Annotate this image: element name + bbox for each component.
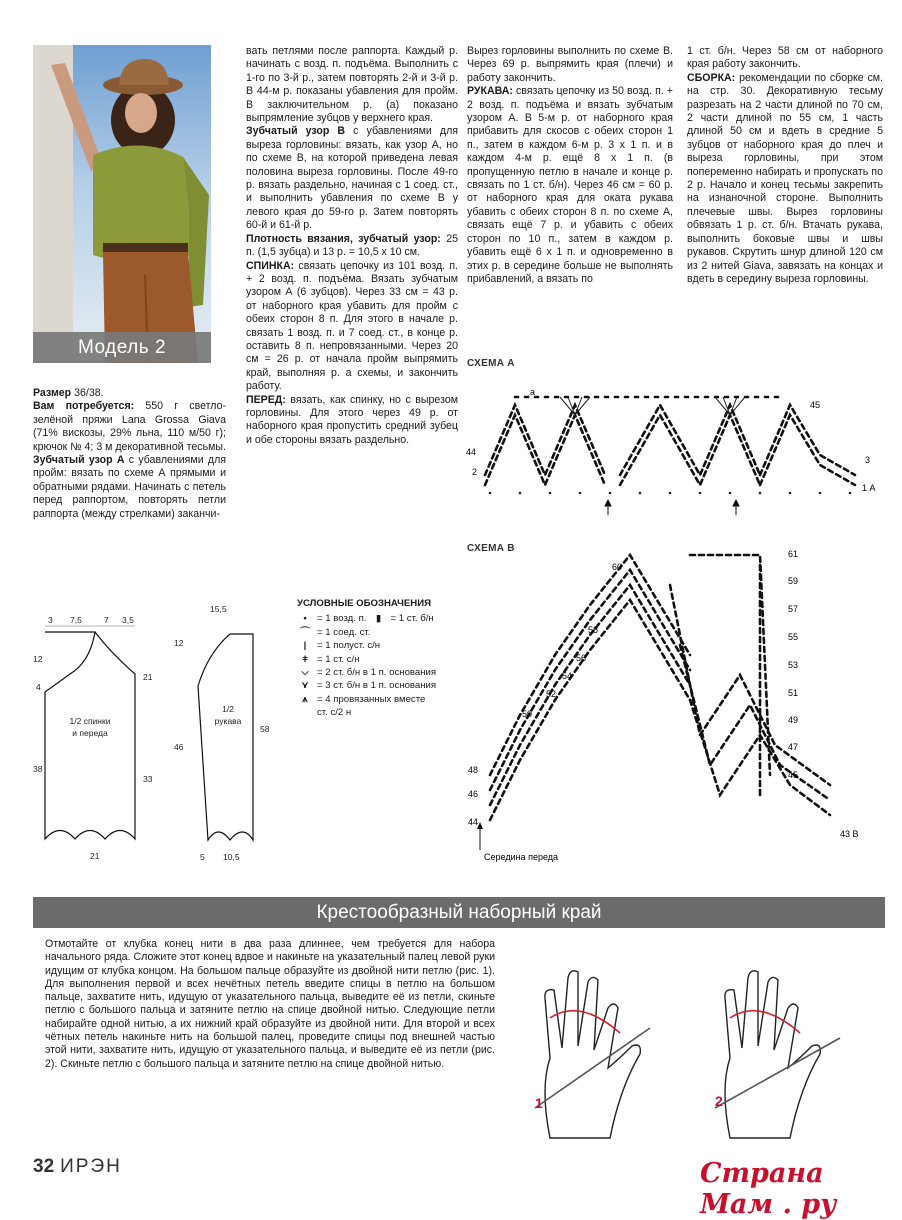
dim-label: 46 [174, 742, 184, 752]
model-label: Модель 2 [33, 332, 211, 363]
dim-label: 38 [33, 764, 43, 774]
column-3 [467, 45, 673, 286]
schema-a-label-45: 45 [810, 400, 821, 410]
slip-stitch-icon: ⌒ [300, 626, 310, 638]
row-label: 44 [468, 817, 479, 827]
neckline-text: Вырез горловины выполнить по схеме В. Через 69 р. выпрямить края (плечи) и работу закончить. [467, 45, 673, 84]
figure-1-label: 1 [535, 1095, 543, 1111]
page-footer [33, 1156, 122, 1178]
dim-label: 7 [104, 615, 109, 625]
magazine-name: ИРЭН [60, 1156, 122, 1177]
schema-a-label-44: 44 [466, 447, 477, 457]
row-label: 51 [788, 688, 799, 698]
legend-item-label: = 1 соед. ст. [317, 626, 371, 638]
materials-label: Вам потребуется: [33, 400, 135, 413]
row-label: 61 [788, 549, 799, 559]
row-label: 48 [468, 765, 479, 775]
legend-item [297, 639, 467, 652]
legend-item [297, 679, 467, 692]
pattern-b-value: с убавлениями для выреза горловины: вязать, как узор А, но по схеме В, на которой приведена левая половина выреза горловины. После 49-го р. вязать раздельно, начиная с 1 соед. ст., и выполнить убавления по схеме В у левого края до 59-го р. Затем повторять 60-й и 61-й р. [246, 125, 458, 232]
four-tog-icon: ⩚ [302, 693, 308, 705]
legend-item-label: = 1 полуст. с/н [317, 640, 381, 652]
size-value: 36/38. [71, 387, 104, 399]
schema-a-label-2: 2 [472, 467, 478, 477]
legend-item-label: = 2 ст. б/н в 1 п. основания [317, 667, 437, 679]
model-illustration [33, 45, 211, 363]
pattern-sleeve [168, 598, 283, 868]
row-label: 60 [612, 562, 623, 572]
chain-stitch-icon: • [303, 613, 307, 625]
back-value: связать цепочку из 101 возд. п. + 2 возд. п. подъёма. Вязать зубчатым узором А (6 зубцов). Через 33 см = 43 р. от наборного края убавить для пройм с обеих сторон 8 п. Для этого в начале р. связать 1 возд. п. и 7 соед. ст., в конце р. оставить 8 п. непровязанными. Через 20 см = 26 р. от начала пройм выпрямить край, выполняя р. а схемы, и закончить работу. [246, 259, 458, 393]
site-watermark: Страна Мам . ру [700, 1158, 837, 1220]
column-4 [687, 45, 883, 286]
dim-label: 33 [143, 774, 153, 784]
size-label: Размер [33, 387, 72, 399]
schema-b-label-43b: 43 В [840, 829, 859, 839]
pattern-sleeve-caption-2: рукава [214, 716, 242, 726]
legend [297, 597, 467, 720]
half-double-icon: | [303, 640, 307, 652]
dim-label: 21 [143, 672, 153, 682]
three-sc-increase-icon: ⋎ [301, 680, 309, 692]
section-banner: Крестообразный наборный край [33, 897, 885, 928]
schema-b-row-numbers [468, 549, 859, 862]
dim-label: 12 [174, 638, 184, 648]
schema-b-title: СХЕМА В [467, 543, 515, 554]
density-value: 25 п. (1,5 зубца) и 13 р. = 10,5 х 10 см. [246, 232, 459, 259]
schema-a-stitches [485, 397, 855, 485]
two-sc-increase-icon: ⌵ [301, 667, 309, 679]
row-label: 55 [788, 632, 799, 642]
dim-label: 12 [33, 654, 43, 664]
legend-item-label: = 4 провязанных вместе [317, 693, 426, 705]
pattern-a-value: с убавлениями для пройм: вязать по схеме А прямыми и обратными рядами. Начинать с петель перед раппортом, повторять петли раппорта (между стрелками) заканчи- [33, 454, 226, 520]
legend-item [297, 666, 467, 679]
schema-a-label-1a: 1 А [862, 483, 876, 493]
assembly-label: СБОРКА: [687, 71, 736, 84]
row-label: 50 [522, 709, 533, 719]
schema-a-chart [460, 375, 880, 520]
sleeves-value: связать цепочку из 50 возд. п. + 2 возд. п. подъёма и вязать зубчатым узором А. В 5-м р. от наборного края прибавить для скосов с обеих сторон 1 п., затем в каждом 6-м р. 3 х 1 п. и в каждом 4-м р. ещё 8 х 1 п. (в пропущенную петлю в начале и конце р. связать по 1 ст. б/н). Через 46 см = 60 р. от наборного края для оката рукава убавить с обеих сторон 8 п. по схеме А, связать ещё 7 р. и убавить с обеих сторон по 10 п., затем в каждом р. убавить ещё 6 х 1 п. и одновременно в этих р. в середине больше не выполнять прибавлений, а вязать по [467, 85, 673, 285]
legend-item [297, 693, 467, 706]
pattern-back-front [30, 612, 175, 867]
dim-label: 4 [36, 682, 41, 692]
schema-a-fans [560, 397, 745, 415]
column-2 [246, 45, 458, 447]
dim-label: 58 [260, 724, 270, 734]
legend-item [297, 706, 467, 719]
row-label: 46 [468, 789, 479, 799]
dim-label: 10,5 [223, 852, 240, 862]
row-label: 59 [788, 576, 799, 586]
pattern-back-caption-2: и переда [72, 728, 108, 738]
dim-label: 3 [48, 615, 53, 625]
model-photo [33, 45, 211, 363]
pattern-sleeve-caption: 1/2 [222, 704, 234, 714]
pattern-a-label: Зубчатый узор А [33, 454, 125, 467]
legend-title: УСЛОВНЫЕ ОБОЗНАЧЕНИЯ [297, 598, 431, 609]
schema-a-chain-dots [489, 492, 852, 495]
schema-a-title: СХЕМА А [467, 358, 515, 369]
hand-1-icon [545, 971, 640, 1138]
figure-2-label: 2 [715, 1093, 723, 1109]
row-label: 53 [788, 660, 799, 670]
schema-a-label-a: а [530, 387, 536, 397]
cast-on-instructions: Отмотайте от клубка конец нити в два раза длиннее, чем требуется для набора начального ряда. Сложите этот конец вдвое и накиньте на указательный палец левой руки идущим от клубка концом. На большом пальце образуйте из двойной нити петлю (рис. 1). Для выполнения первой и всех нечётных петель введите спицы в петлю на большом пальце, захватите нить, идущую от указательного пальца, выведите её из петли, скиньте петлю с большого пальца и затяните петлю на спице двойной нитью. Следующие петли набирайте одной нитью, а их нижний край образуйте из двойной нити. Для второй и всех чётных петель накиньте нить на большой палец, проведите спицы под внешней частью этой нити, захватите нить, идущую от указательного пальца, и выведите её из петли (рис. 2). Скиньте петлю с большого пальца и затяните петлю на спице двойной нитью. [45, 938, 495, 1070]
page-number: 32 [33, 1156, 55, 1177]
density-label: Плотность вязания, зубчатый узор: [246, 232, 441, 245]
back-label: СПИНКА: [246, 259, 295, 272]
double-crochet-icon: ǂ [302, 653, 308, 665]
front-label: ПЕРЕД: [246, 393, 286, 406]
column-1 [33, 387, 226, 521]
pattern-sleeve-outline [198, 634, 253, 840]
single-crochet-icon: ▮ [375, 613, 382, 625]
legend-item-label: = 1 возд. п. [317, 613, 367, 625]
legend-item [297, 612, 467, 625]
pattern-b-label: Зубчатый узор В [246, 125, 346, 138]
hand-2-icon [725, 971, 820, 1138]
legend-item [297, 653, 467, 666]
row-label: 45 [788, 770, 799, 780]
center-front-label: Середина переда [484, 852, 559, 862]
dim-label: 21 [90, 851, 100, 861]
schema-b-stitches [490, 555, 830, 820]
row-label: 56 [576, 653, 587, 663]
dim-label: 5 [200, 852, 205, 862]
materials-value: 550 г светло-зелёной пряжи Lana Grossa Giava (71% вискозы, 29% льна, 110 м/50 г); крючок № 4; 3 м декоративной тесьмы. [33, 400, 226, 453]
row-label: 47 [788, 742, 799, 752]
schema-b-chart [460, 545, 880, 870]
assembly-value: рекомендации по сборке см. на стр. 30. Декоративную тесьму разрезать на 2 части длиной по 70 см, 2 части длиной по 55 см, 1 часть длиной 50 см и вдеть в средние 5 зубцов от наборного края до плеч и выреза горловины, при этом попеременно набирать и пропускать по 2 р. Начало и конец тесьмы закрепить на изнаночной стороне. Выполнить плечевые швы. Вырез горловины обвязать 1 р. ст. б/н. Втачать рукава, выполнить боковые швы и швы рукавов. Скрутить шнур длиной 120 см из 2 нитей Giava, завязать на концах и вдеть в середину выреза горловины. [687, 71, 883, 285]
hand-illustrations [510, 938, 880, 1148]
pattern-back-caption: 1/2 спинки [69, 716, 111, 726]
pattern-a-continued: вать петлями после раппорта. Каждый р. начинать с возд. п. подъёма. Выполнить с 1-го по 3-й р., затем повторять 2-й и 3-й р. В 44-м р. показаны убавления для пройм. В заключительном р. (а) показано выпрямление зубцов у верхнего края. [246, 45, 458, 125]
row-label: 54 [562, 671, 573, 681]
front-value: вязать, как спинку, но с вырезом горловины. Для этого через 49 р. от наборного края пропустить средний зубец и обе стороны вязать раздельно. [246, 393, 458, 446]
schema-a-label-3: 3 [865, 455, 871, 465]
legend-item-label: = 1 ст. с/н [317, 653, 360, 665]
legend-item-label: ст. с/2 н [317, 707, 352, 719]
schema-a-arrows [605, 500, 739, 515]
row-label: 57 [788, 604, 799, 614]
row-label: 58 [588, 625, 599, 635]
legend-item [297, 626, 467, 639]
legend-item-label: = 3 ст. б/н в 1 п. основания [317, 680, 437, 692]
dim-label: 3,5 [122, 615, 134, 625]
row-label: 49 [788, 715, 799, 725]
sleeves-label: РУКАВА: [467, 85, 513, 98]
dim-label: 15,5 [210, 604, 227, 614]
legend-item-label: = 1 ст. б/н [390, 613, 434, 625]
row-label: 52 [546, 689, 557, 699]
sleeves-continued: 1 ст. б/н. Через 58 см от наборного края работу закончить. [687, 45, 883, 71]
dim-label: 7,5 [70, 615, 82, 625]
